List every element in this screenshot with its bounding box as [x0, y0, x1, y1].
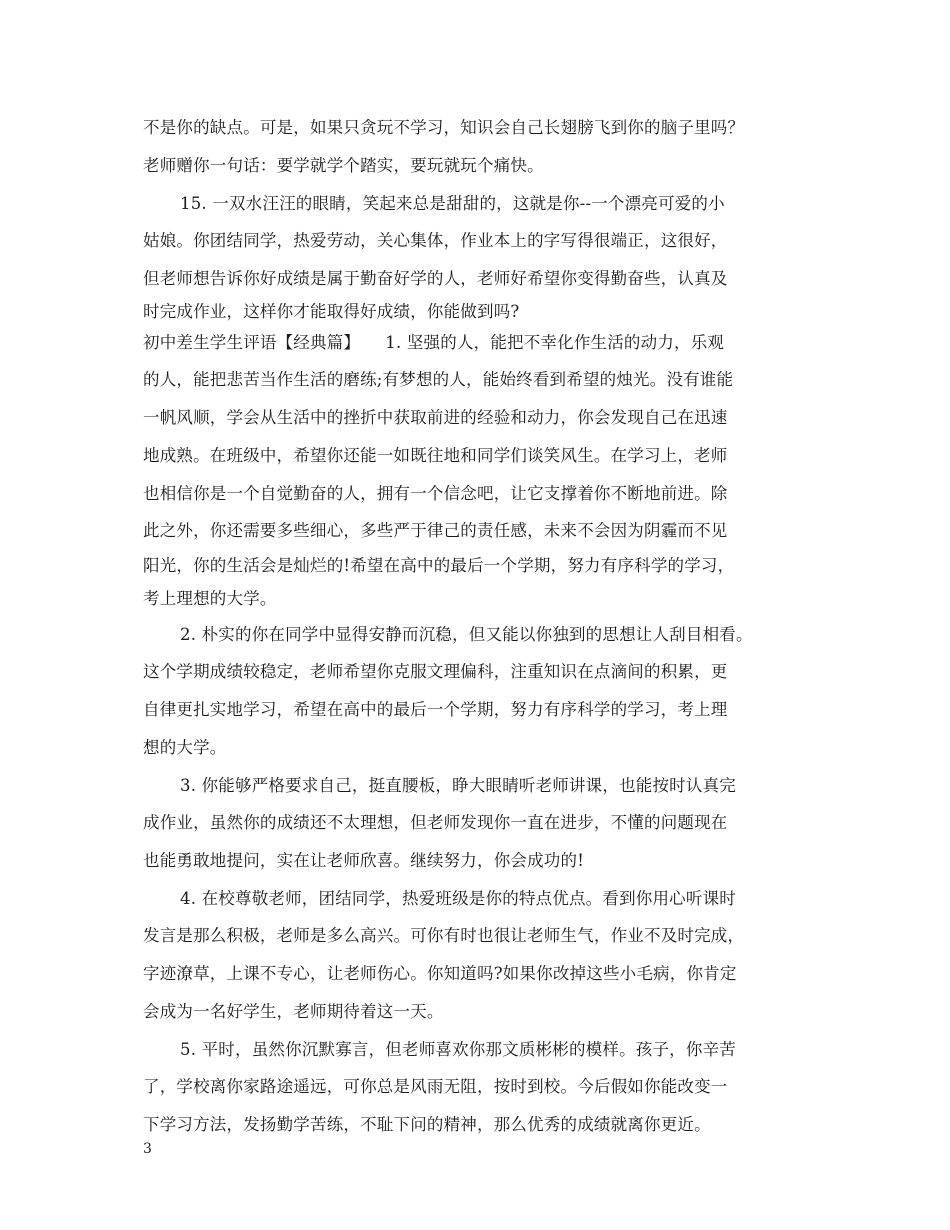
text-line: 但老师想告诉你好成绩是属于勤奋好学的人，老师好希望你变得勤奋些，认真及 — [143, 269, 728, 288]
text-line: 此之外，你还需要多些细心，多些严于律己的责任感，未来不会因为阴霾而不见 — [143, 521, 728, 540]
page-number: 3 — [143, 1141, 152, 1157]
text-line: 老师赠你一句话：要学就学个踏实，要玩就玩个痛快。 — [143, 156, 544, 175]
text-line: 下学习方法，发扬勤学苦练，不耻下问的精神，那么优秀的成绩就离你更近。 — [143, 1115, 711, 1134]
text-line: 姑娘。你团结同学，热爱劳动，关心集体，作业本上的字写得很端正，这很好， — [143, 231, 728, 250]
text-line: 想的大学。 — [143, 738, 227, 757]
text-line: 4. 在校尊敬老师，团结同学，热爱班级是你的特点优点。看到你用心听课时 — [180, 889, 736, 908]
text-line: 不是你的缺点。可是，如果只贪玩不学习，知识会自己长翅膀飞到你的脑子里吗？ — [143, 118, 745, 137]
text-line: 自律更扎实地学习，希望在高中的最后一个学期，努力有序科学的学习，考上理 — [143, 700, 728, 719]
text-line: 成作业，虽然你的成绩还不太理想，但老师发现你一直在进步，不懂的问题现在 — [143, 813, 728, 832]
text-line: 5. 平时，虽然你沉默寡言，但老师喜欢你那文质彬彬的模样。孩子，你辛苦 — [180, 1040, 736, 1059]
text-line: 发言是那么积极，老师是多么高兴。可你有时也很让老师生气，作业不及时完成， — [143, 926, 745, 945]
text-line: 的人，能把悲苦当作生活的磨练;有梦想的人，能始终看到希望的烛光。没有谁能 — [143, 370, 734, 389]
text-line: 2. 朴实的你在同学中显得安静而沉稳，但又能以你独到的思想让人刮目相看。 — [180, 625, 753, 644]
text-line: 阳光，你的生活会是灿烂的!希望在高中的最后一个学期，努力有序科学的学习， — [143, 556, 735, 575]
section-heading-line: 初中差生学生评语【经典篇】 1. 坚强的人，能把不幸化作生活的动力，乐观 — [143, 333, 725, 352]
text-line: 会成为一名好学生，老师期待着这一天。 — [143, 1002, 444, 1021]
text-line: 一帆风顺，学会从生活中的挫折中获取前进的经验和动力，你会发现自己在迅速 — [143, 408, 728, 427]
text-line: 字迹潦草，上课不专心，让老师伤心。你知道吗?如果你改掉这些小毛病，你肯定 — [143, 964, 737, 983]
text-line: 考上理想的大学。 — [143, 589, 277, 608]
text-line: 时完成作业，这样你才能取得好成绩，你能做到吗? — [143, 302, 520, 321]
text-line: 这个学期成绩较稳定，老师希望你克服文理偏科，注重知识在点滴间的积累，更 — [143, 662, 728, 681]
text-line: 了，学校离你家路途遥远，可你总是风雨无阻，按时到校。今后假如你能改变一 — [143, 1077, 728, 1096]
text-line: 也能勇敢地提问，实在让老师欣喜。继续努力，你会成功的! — [143, 851, 585, 870]
text-line: 15. 一双水汪汪的眼睛，笑起来总是甜甜的，这就是你--一个漂亮可爱的小 — [180, 194, 725, 213]
text-line: 也相信你是一个自觉勤奋的人，拥有一个信念吧，让它支撑着你不断地前进。除 — [143, 484, 728, 503]
text-line: 3. 你能够严格要求自己，挺直腰板，睁大眼睛听老师讲课，也能按时认真完 — [180, 776, 736, 795]
text-line: 地成熟。在班级中，希望你还能一如既往地和同学们谈笑风生。在学习上，老师 — [143, 446, 728, 465]
